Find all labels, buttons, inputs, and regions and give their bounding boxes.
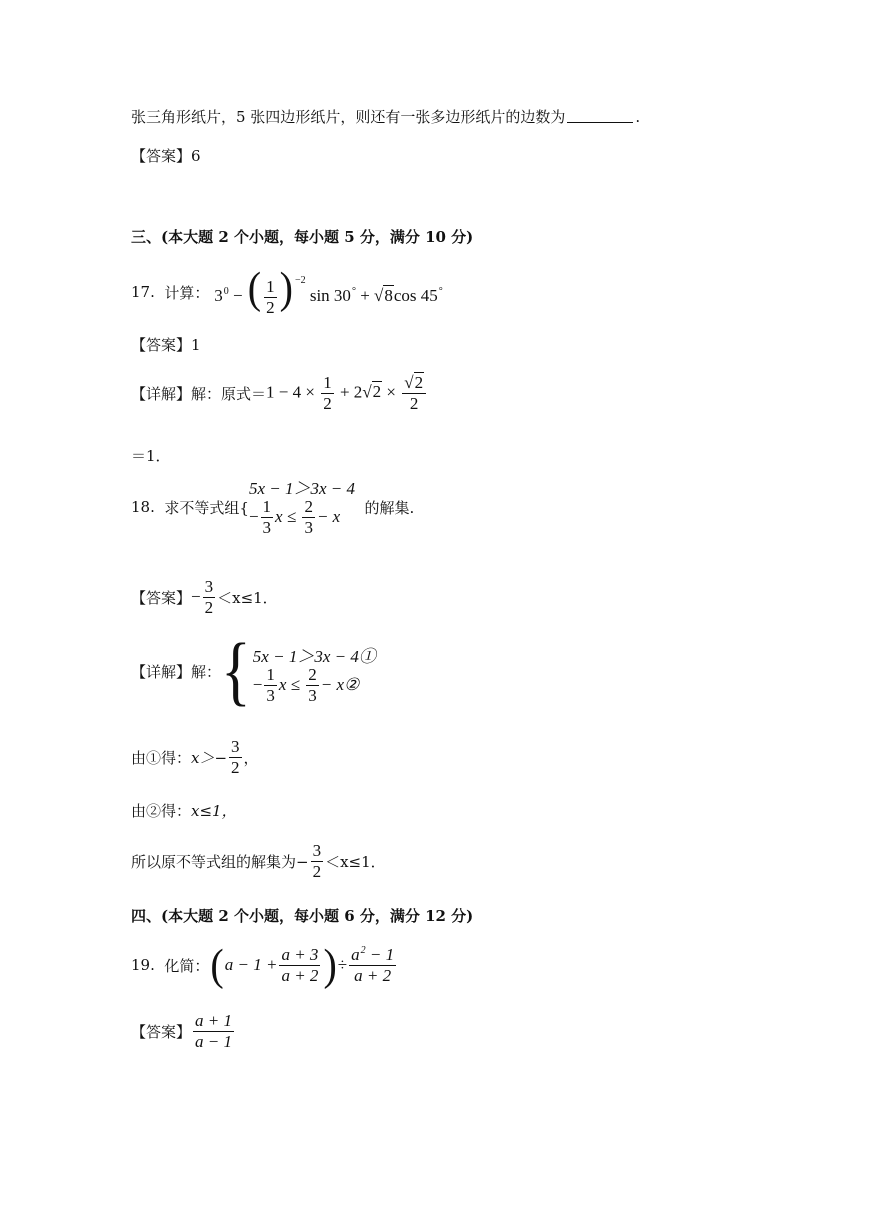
question-19: 19. 化简： ( a − 1 + $\frac{a + 3}{a + 2}$ ) ÷ $\frac{a^2 - 1}{a + 2}$ <box>131 945 398 985</box>
answer-17: 【答案】 1 <box>131 335 201 354</box>
detail17-expression: 1 − 4 × $\frac{1}{2}$ + 2√2 × $\frac{√2}{2}$ <box>266 374 428 413</box>
step-2: 由②得： x≤1， <box>131 802 237 820</box>
question-17: 17. 计算： $3^0$ − ( $\frac{1}{2}$ ) $^{-2}$ sin 30° + √8cos 45° <box>131 262 443 317</box>
section-3-heading: 三、(本大题 2 个小题，每小题 5 分，满分 10 分) <box>131 228 474 246</box>
detail-18: 【详解】 解： { 5x − 1＞3x − 4① − $\frac{1}{3}$ x ≤ $\frac{2}{3}$ − x② <box>131 628 376 714</box>
result-17: ＝1． <box>131 447 171 465</box>
q18-system: 5x − 1＞3x − 4 − $\frac{1}{3}$ x ≤ $\frac{2}{3}$ − x <box>248 478 355 537</box>
detail18-system: 5x − 1＞3x − 4① − $\frac{1}{3}$ x ≤ $\frac{2}{3}$ − x② <box>252 646 376 705</box>
brace: { <box>221 628 251 714</box>
question-18: 18. 求不等式组{ 5x − 1＞3x − 4 − $\frac{1}{3}$ x ≤ $\frac{2}{3}$ − x 的解集. <box>131 480 414 534</box>
step-3: 所以原不等式组的解集为− $\frac{3}{2}$ ＜x≤1． <box>131 841 386 881</box>
answer-16: 【答案】 6 <box>131 146 201 165</box>
answer-19: 【答案】 $\frac{a + 1}{a - 1}$ <box>131 1011 232 1051</box>
answer-18: 【答案】 − $\frac{3}{2}$ ＜x≤1． <box>131 577 278 617</box>
q19-expression: ( a − 1 + $\frac{a + 3}{a + 2}$ ) ÷ $\frac{a^2 - 1}{a + 2}$ <box>210 939 395 990</box>
q17-expression: $3^0$ − ( $\frac{1}{2}$ ) $^{-2}$ sin 30° + √8cos 45° <box>214 262 443 317</box>
detail-17: 【详解】 解：原式＝ 1 − 4 × $\frac{1}{2}$ + 2√2 × $\frac{√2}{2}$ <box>131 374 428 413</box>
answer-blank <box>567 110 633 123</box>
step-1: 由①得： x＞− $\frac{3}{2}$ ， <box>131 737 259 777</box>
question16-tail: 张三角形纸片，5 张四边形纸片，则还有一张多边形纸片的边数为 . <box>131 107 641 126</box>
section-4-heading: 四、(本大题 2 个小题，每小题 6 分，满分 12 分) <box>131 907 474 925</box>
